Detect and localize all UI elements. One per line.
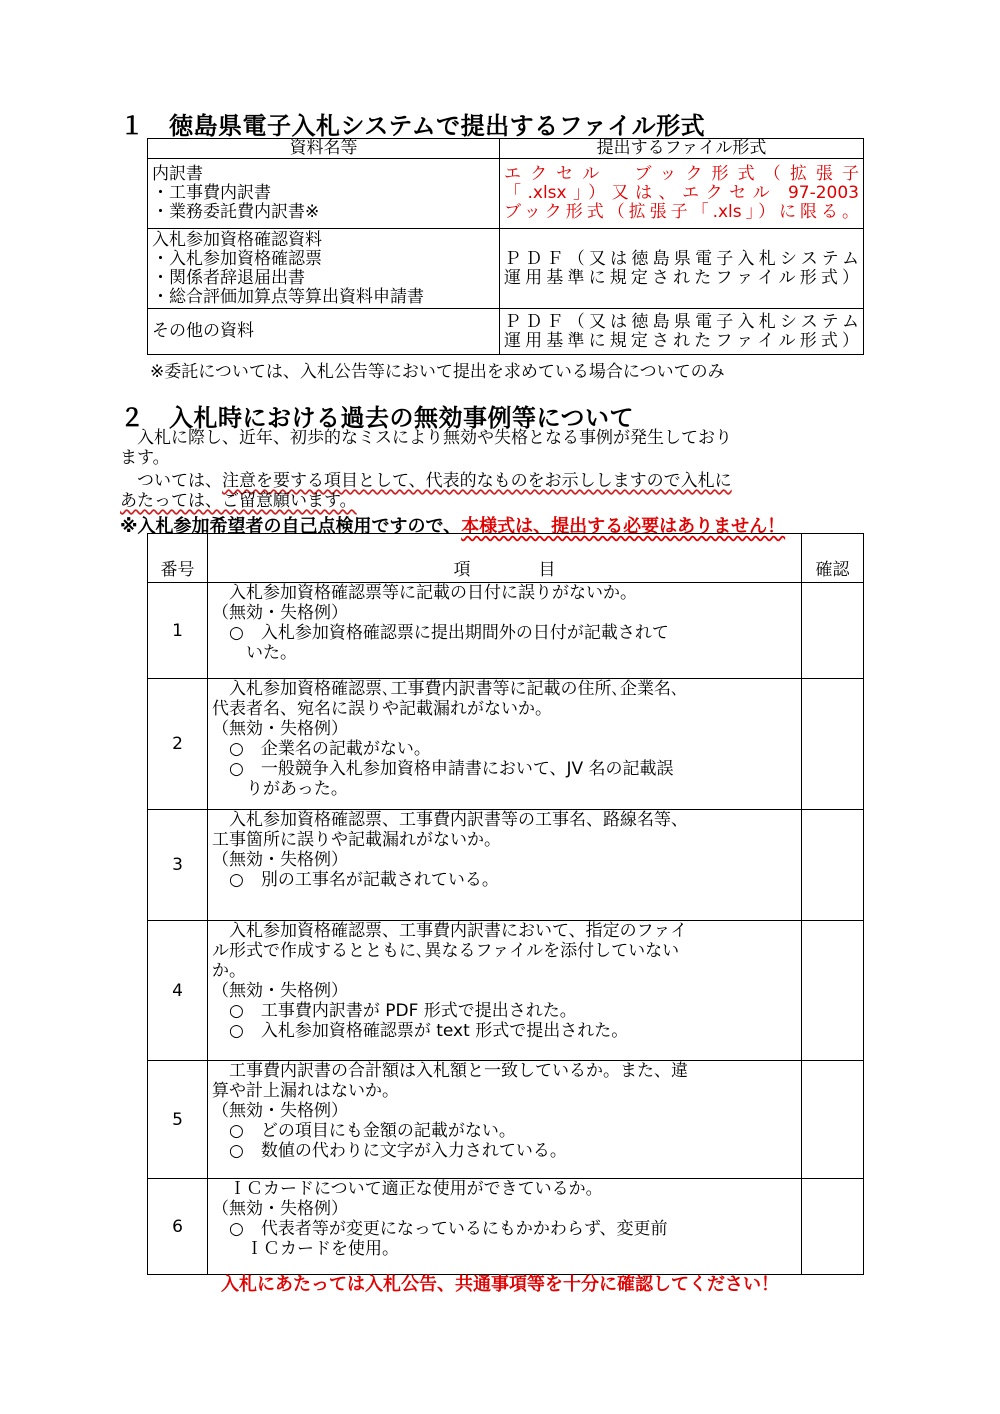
checklist-row: [148, 679, 864, 810]
section1-heading: １ 徳島県電子入札システムで提出するファイル形式: [120, 112, 706, 140]
file-format-row-other: [148, 309, 864, 355]
item-line: ○ 企業名の記載がない。: [212, 739, 431, 759]
checklist-header-row: [148, 534, 864, 583]
file-format-cell: [500, 309, 864, 355]
item-line: 入札参加資格確認票､工事費内訳書等に記載の住所､企業名､: [212, 679, 680, 699]
header-item: 項 目: [208, 534, 802, 583]
check-cell[interactable]: [802, 1179, 864, 1275]
checklist-row: [148, 1061, 864, 1179]
item-line: 入札参加資格確認票、工事費内訳書において、指定のファイ: [212, 921, 688, 941]
file-format-cell: [500, 229, 864, 309]
row-item: [208, 921, 802, 1061]
material-name-cell: [148, 159, 500, 229]
item-line: ○ 別の工事名が記載されている。: [212, 870, 499, 890]
row-number: 1: [148, 583, 208, 679]
material-line: その他の資料: [152, 321, 254, 341]
item-line: （無効・失格例）: [212, 719, 348, 739]
material-line: 入札参加資格確認資料: [152, 229, 322, 250]
item-line: ○ どの項目にも金額の記載がない。: [212, 1121, 516, 1141]
row-item: [208, 1061, 802, 1179]
file-format-cell: [500, 159, 864, 229]
caution-prefix: ついては、: [120, 471, 222, 491]
file-format-table: [147, 138, 864, 355]
file-format-header-row: [148, 139, 864, 159]
checklist-row: [148, 1179, 864, 1275]
checklist-table: [147, 533, 864, 1275]
caution-underlined: あたっては、ご留意願います。: [120, 491, 357, 511]
item-line: 工事費内訳書の合計額は入札額と一致しているか。また、違: [212, 1061, 688, 1081]
item-line: （無効・失格例）: [212, 1199, 348, 1219]
material-line: ・工事費内訳書: [152, 183, 271, 203]
material-line: ・総合評価加算点等算出資料申請書: [152, 286, 424, 307]
header-material-name: 資料名等: [148, 139, 500, 159]
intro-line: ます。: [120, 448, 170, 468]
item-line: ○ 代表者等が変更になっているにもかかわらず、変更前: [212, 1219, 668, 1239]
header-file-format: 提出するファイル形式: [500, 139, 864, 159]
format-line: ＰＤＦ（又は徳島県電子入札システム: [504, 248, 859, 269]
check-cell[interactable]: [802, 810, 864, 921]
check-cell[interactable]: [802, 583, 864, 679]
check-cell[interactable]: [802, 679, 864, 810]
check-cell[interactable]: [802, 921, 864, 1061]
item-line: ＩＣカードを使用。: [212, 1239, 399, 1259]
item-line: 入札参加資格確認票、工事費内訳書等の工事名、路線名等、: [212, 810, 688, 830]
item-line: ○ 一般競争入札参加資格申請書において、JV 名の記載誤: [212, 759, 674, 779]
notice-prefix: ※入札参加希望者の自己点検用ですので、: [120, 516, 462, 537]
file-format-row-qualification: [148, 229, 864, 309]
row-number: 3: [148, 810, 208, 921]
format-line: ＰＤＦ（又は徳島県電子入札システム: [504, 311, 859, 332]
material-name-cell: [148, 309, 500, 355]
material-line: ・入札参加資格確認票: [152, 248, 322, 269]
row-number: 5: [148, 1061, 208, 1179]
row-item: [208, 583, 802, 679]
caution-underlined: 注意を要する項目として、代表的なものをお示ししますので入札に: [222, 471, 732, 491]
row-item: [208, 1179, 802, 1275]
material-line: 内訳書: [152, 164, 203, 184]
check-cell[interactable]: [802, 1061, 864, 1179]
format-line: 「.xlsx」）又は、エクセル 97-2003: [504, 183, 859, 203]
consignment-note: ※委託については、入札公告等において提出を求めている場合についてのみ: [150, 362, 725, 382]
item-line: （無効・失格例）: [212, 850, 348, 870]
item-line: ル形式で作成するとともに､異なるファイルを添付していない: [212, 941, 680, 961]
item-line: 工事箇所に誤りや記載漏れがないか。: [212, 830, 501, 850]
item-line: りがあった。: [212, 779, 348, 799]
notice-not-required: 本様式は、提出する必要はありません！: [461, 516, 786, 537]
section2-heading: ２ 入札時における過去の無効事例等について: [120, 404, 635, 432]
material-line: ・業務委託費内訳書※: [152, 202, 320, 222]
item-line: ○ 数値の代わりに文字が入力されている。: [212, 1141, 567, 1161]
item-line: 入札参加資格確認票等に記載の日付に誤りがないか。: [212, 583, 637, 603]
format-line: ブック形式（拡張子「.xls」）に限る。: [504, 202, 859, 222]
closing-reminder: 入札にあたっては入札公告、共通事項等を十分に確認してください！: [221, 1274, 779, 1295]
caution-line: [120, 491, 880, 511]
row-item: [208, 810, 802, 921]
item-line: （無効・失格例）: [212, 981, 348, 1001]
item-line: 代表者名、宛名に誤りや記載漏れがないか。: [212, 699, 552, 719]
item-line: ○ 入札参加資格確認票が text 形式で提出された。: [212, 1021, 629, 1041]
format-line: 運用基準に規定されたファイル形式）: [504, 330, 859, 351]
item-line: ＩＣカードについて適正な使用ができているか。: [212, 1179, 603, 1199]
item-line: （無効・失格例）: [212, 603, 348, 623]
header-check: 確認: [802, 534, 864, 583]
item-line: ○ 工事費内訳書が PDF 形式で提出された。: [212, 1001, 577, 1021]
intro-line: 入札に際し、近年、初歩的なミスにより無効や失格となる事例が発生しており: [120, 428, 732, 448]
checklist-row: [148, 921, 864, 1061]
intro-paragraph: [120, 428, 880, 468]
caution-line: [120, 471, 880, 491]
file-format-row-breakdown: [148, 159, 864, 229]
row-item: [208, 679, 802, 810]
material-name-cell: [148, 229, 500, 309]
checklist-row: [148, 810, 864, 921]
row-number: 4: [148, 921, 208, 1061]
format-line: エクセル ブック形式（拡張子: [504, 164, 859, 184]
row-number: 6: [148, 1179, 208, 1275]
item-line: いた。: [212, 643, 297, 663]
item-line: （無効・失格例）: [212, 1101, 348, 1121]
format-line: 運用基準に規定されたファイル形式）: [504, 267, 859, 288]
item-line: 算や計上漏れはないか。: [212, 1081, 399, 1101]
header-number: 番号: [148, 534, 208, 583]
material-line: ・関係者辞退届出書: [152, 267, 305, 288]
checklist-row: [148, 583, 864, 679]
item-line: ○ 入札参加資格確認票に提出期間外の日付が記載されて: [212, 623, 669, 643]
item-line: か。: [212, 961, 246, 981]
row-number: 2: [148, 679, 208, 810]
caution-paragraph: [120, 471, 880, 511]
